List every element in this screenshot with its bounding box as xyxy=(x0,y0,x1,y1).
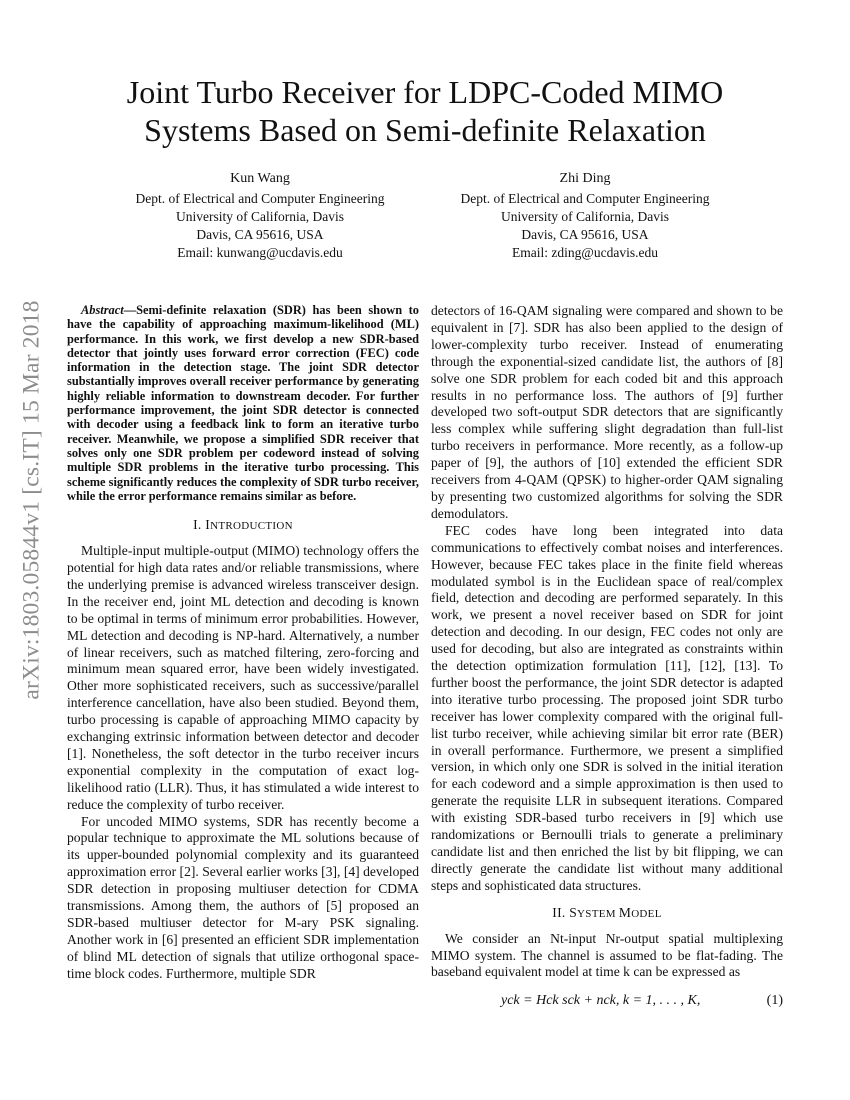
author-email: Email: kunwang@ucdavis.edu xyxy=(177,245,343,260)
author-department: Dept. of Electrical and Computer Engineering xyxy=(135,191,385,206)
section-heading-text: NTRODUCTION xyxy=(210,520,293,533)
left-column xyxy=(67,303,419,983)
right-column xyxy=(431,303,783,1010)
section-heading-system-model xyxy=(431,905,783,923)
title-line-1: Joint Turbo Receiver for LDPC-Coded MIMO xyxy=(126,74,724,110)
author-name: Kun Wang xyxy=(230,171,290,186)
intro-paragraph-2: For uncoded MIMO systems, SDR has recently become a popular technique to approximate the ML solutions because of its upper-bounded polynomial complexity and its guaranteed approximation error [2]. Several earlier works [3], [4] developed SDR detection in proposing multiuser detection for CDMA transmissions. Among them, the authors of [5] proposed an SDR-based multiuser detector for M-ary PSK signaling. Another work in [6] presented an efficient SDR implementation of blind ML detection of signals that utilize orthogonal space-time block codes. Furthermore, multiple SDR xyxy=(67,813,419,981)
author-city: Davis, CA 95616, USA xyxy=(196,227,324,242)
section-numeral: I. I xyxy=(193,517,211,533)
author-email: Email: zding@ucdavis.edu xyxy=(512,245,658,260)
equation-body: yck = Hck sck + nck, k = 1, . . . , K, xyxy=(501,993,701,1009)
section-numeral: II. S xyxy=(552,904,578,920)
intro-paragraph-3: FEC codes have long been integrated into data communications to effectively combat noises and interferences. However, because FEC takes place in the finite field whereas modulated symbol is in the Euclidean space of real/complex field, detection and decoding are performed separately. In this work, we present a novel receiver based on SDR for joint detection and decoding. In our design, FEC codes not only are used for decoding, but also are integrated as constraints within the detection optimization formulation [11], [12], [13]. To further boost the performance, the joint SDR detector is adapted into iterative turbo processing. The proposed joint SDR turbo receiver has lower complexity compared with the original full-list turbo receiver, while achieving similar bit error rate (BER) in overall performance. Furthermore, we present a simplified version, in which only one SDR is solved in the initial iteration for each codeword and a simple approximation is then used to generate the requisite LLR in subsequent iterations. Compared with existing SDR-based turbo receivers in [9] which use randomizations or Bernoulli trials to generate a preliminary candidate list and then enriched the list by bit flipping, we can directly generate the candidate list without many additional steps and sophisticated data structures. xyxy=(431,522,783,893)
arxiv-identifier: arXiv:1803.05844v1 [cs.IT] 15 Mar 2018 xyxy=(18,300,45,700)
equation-1 xyxy=(431,993,783,1010)
section-heading-text: ODEL xyxy=(631,907,662,920)
author-block-2 xyxy=(420,170,750,262)
author-name: Zhi Ding xyxy=(559,171,611,186)
section-heading-text: YSTEM xyxy=(577,907,619,920)
arxiv-sidebar xyxy=(0,0,60,1100)
section-heading-introduction xyxy=(67,517,419,535)
equation-number: (1) xyxy=(766,993,783,1009)
abstract-text: —Semi-definite relaxation (SDR) has been shown to have the capability of approaching maximum-likelihood (ML) performance. In this work, we first develop a new SDR-based detector that jointly uses forward error correction (FEC) code information in the detection stage. The joint SDR detector substantially improves overall receiver performance by generating highly reliable information to downstream decoder. For further performance improvement, the joint SDR detector is connected with decoder using a feedback link to form an iterative turbo receiver. Meanwhile, we propose a simplified SDR receiver that solves only one SDR problem per codeword instead of solving multiple SDR problems in the iterative turbo processing. This scheme significantly reduces the complexity of SDR turbo receiver, while the error performance remains similar as before. xyxy=(67,303,419,503)
author-city: Davis, CA 95616, USA xyxy=(521,227,649,242)
intro-paragraph-1: Multiple-input multiple-output (MIMO) technology offers the potential for high data rates and/or reliable transmissions, where the underlying premise is advanced wireless transceiver design. In the receiver end, joint ML detection and decoding is known to be optimal in terms of minimum error probabilities. However, ML detection and decoding is NP-hard. Alternatively, a number of linear receivers, such as matched filtering, zero-forcing and minimum mean squared error, have been widely investigated. Other more sophisticated receivers, such as successive/parallel interference cancellation, have also been studied. Beyond them, turbo processing is capable of approaching MIMO capacity by exchanging extrinsic information between detector and decoder [1]. Nonetheless, the soft detector in the turbo receiver incurs exponential complexity in the computation of exact log-likelihood ratio (LLR). Thus, it has stimulated a wide interest to reduce the complexity of turbo receiver. xyxy=(67,543,419,812)
system-model-paragraph: We consider an Nt-input Nr-output spatial multiplexing MIMO system. The channel is assumed to be flat-fading. The baseband equivalent model at time k can be expressed as xyxy=(431,930,783,980)
paper-title xyxy=(60,73,790,149)
title-line-2: Systems Based on Semi-definite Relaxation xyxy=(144,112,706,148)
author-block-1 xyxy=(95,170,425,262)
abstract-label: Abstract xyxy=(81,303,124,317)
intro-paragraph-2-continued: detectors of 16-QAM signaling were compared and shown to be equivalent in [7]. SDR has also been applied to the design of lower-complexity turbo receiver. Instead of enumerating through the exponential-sized candidate list, the authors of [8] solve one SDR problem for each coded bit and this approach results in no performance loss. The authors of [9] further developed two soft-output SDR detectors that are significantly less complex while suffering slight degradation than full-list turbo receivers in performance. More recently, as a follow-up paper of [9], the authors of [10] extended the efficient SDR receivers from 4-QAM (QPSK) to higher-order QAM signaling by presenting two customized algorithms for solving the SDR demodulators. xyxy=(431,303,783,521)
section-heading-letter: M xyxy=(618,904,632,920)
author-university: University of California, Davis xyxy=(176,209,344,224)
abstract xyxy=(67,303,419,503)
author-university: University of California, Davis xyxy=(501,209,669,224)
author-department: Dept. of Electrical and Computer Engineering xyxy=(460,191,710,206)
